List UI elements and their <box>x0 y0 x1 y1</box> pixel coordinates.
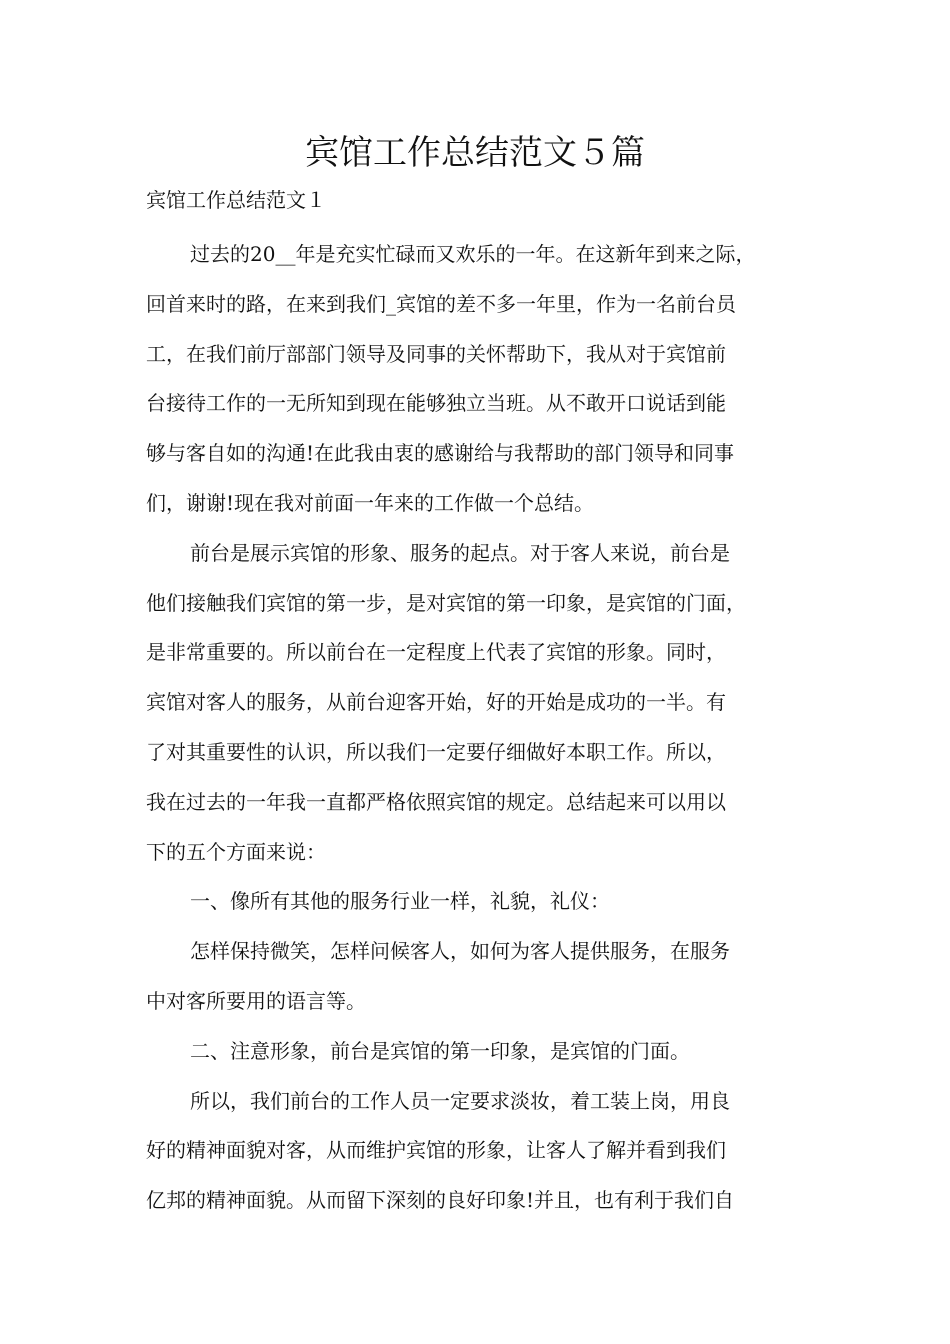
paragraph-line: 宾馆对客人的服务，从前台迎客开始，好的开始是成功的一半。有 <box>146 690 726 715</box>
paragraph-3 <box>146 877 826 927</box>
paragraph-line: 他们接触我们宾馆的第一步，是对宾馆的第一印象，是宾馆的门面， <box>146 590 746 615</box>
paragraph-4 <box>146 927 826 1027</box>
paragraph-line: 够与客自如的沟通!在此我由衷的感谢给与我帮助的部门领导和同事 <box>146 441 735 466</box>
paragraph-line: 下的五个方面来说： <box>146 839 326 864</box>
paragraph-line: 好的精神面貌对客，从而维护宾馆的形象，让客人了解并看到我们 <box>146 1138 726 1163</box>
paragraph-2 <box>146 529 826 878</box>
paragraph-line: 我在过去的一年我一直都严格依照宾馆的规定。总结起来可以用以 <box>146 789 726 814</box>
paragraph-line: 前台是展示宾馆的形象、服务的起点。对于客人来说，前台是 <box>190 540 730 565</box>
document-subtitle: 宾馆工作总结范文１ <box>146 188 326 212</box>
paragraph-line: 亿邦的精神面貌。从而留下深刻的良好印象!并且，也有利于我们自 <box>146 1188 735 1213</box>
paragraph-line: 们，谢谢!现在我对前面一年来的工作做一个总结。 <box>146 490 595 515</box>
paragraph-6 <box>146 1077 826 1226</box>
paragraph-line: 一、像所有其他的服务行业一样，礼貌，礼仪： <box>190 889 610 914</box>
paragraph-line: 工，在我们前厅部部门领导及同事的关怀帮助下，我从对于宾馆前 <box>146 341 726 366</box>
document-body <box>146 230 826 1226</box>
paragraph-line: 中对客所要用的语言等。 <box>146 988 366 1013</box>
paragraph-5 <box>146 1027 826 1077</box>
document-title: 宾馆工作总结范文５篇 <box>305 133 645 173</box>
paragraph-line: 过去的20__年是充实忙碌而又欢乐的一年。在这新年到来之际， <box>190 242 756 266</box>
paragraph-line: 是非常重要的。所以前台在一定程度上代表了宾馆的形象。同时， <box>146 640 726 665</box>
paragraph-line: 二、注意形象，前台是宾馆的第一印象，是宾馆的门面。 <box>190 1038 690 1063</box>
paragraph-line: 了对其重要性的认识，所以我们一定要仔细做好本职工作。所以， <box>146 739 726 764</box>
paragraph-line: 回首来时的路，在来到我们_宾馆的差不多一年里，作为一名前台员 <box>146 291 736 316</box>
paragraph-1 <box>146 230 826 529</box>
paragraph-line: 所以，我们前台的工作人员一定要求淡妆，着工装上岗，用良 <box>190 1088 730 1113</box>
paragraph-line: 台接待工作的一无所知到现在能够独立当班。从不敢开口说话到能 <box>146 391 726 416</box>
paragraph-line: 怎样保持微笑，怎样问候客人，如何为客人提供服务，在服务 <box>190 939 730 964</box>
